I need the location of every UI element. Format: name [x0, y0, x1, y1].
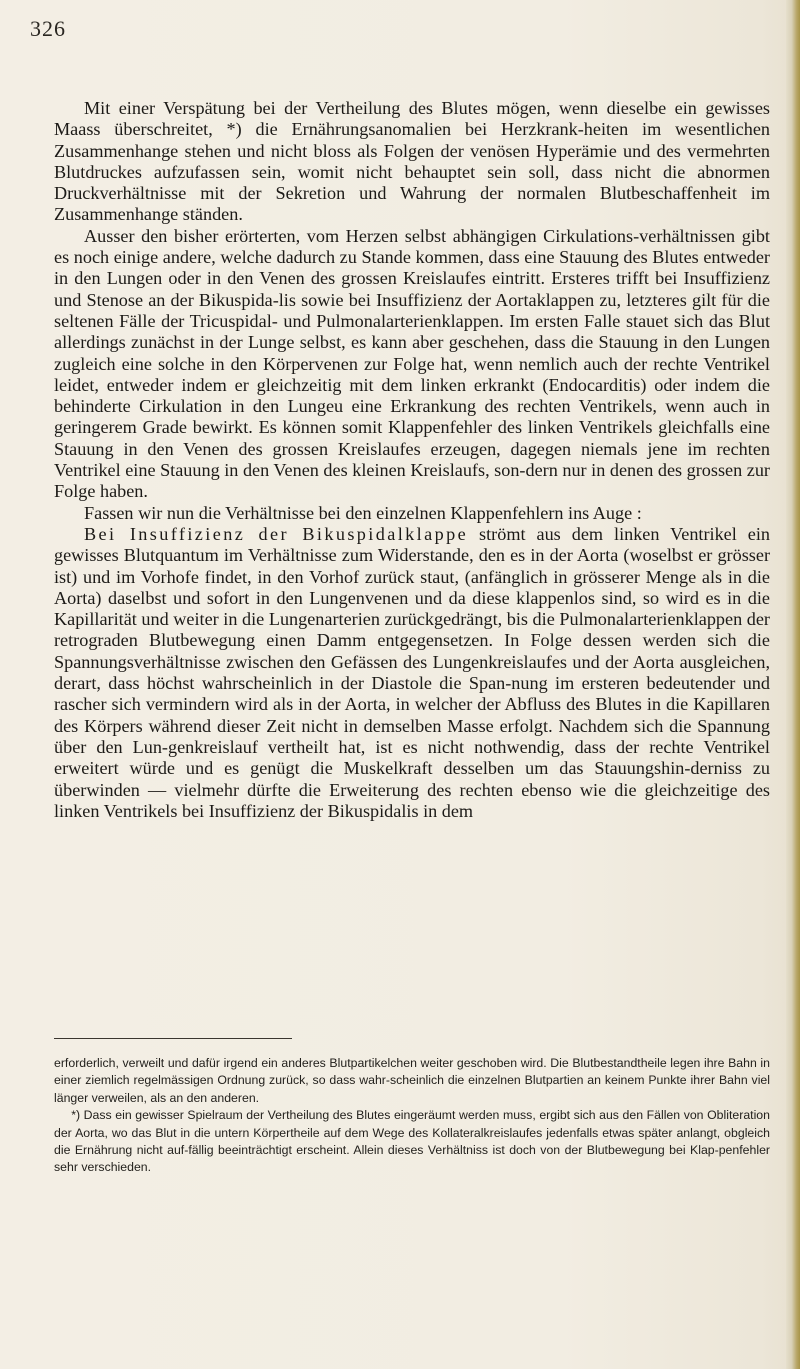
- footnotes: [54, 1055, 770, 1177]
- spaced-heading: Bei Insuffizienz der Bikuspidalklappe: [84, 523, 469, 544]
- page-edge: [786, 0, 800, 1369]
- footnote-separator: [54, 1038, 292, 1039]
- paragraph: Ausser den bisher erörterten, vom Herzen selbst abhängigen Cirkulations-verhältnissen gibt es noch einige andere, welche dadurch zu Stande kommen, dass eine Stauung des Blutes entweder in den Lungen oder in den Venen des grossen Kreislaufes eintritt. Ersteres trifft bei Insuffizienz und Stenose an der Bikuspida-lis sowie bei Insuffizienz der Aortaklappen zu, letzteres gilt für die seltenen Fälle der Tricuspidal- und Pulmonalarterienklappen. Im ersten Falle stauet sich das Blut allerdings zunächst in der Lunge selbst, es kann aber geschehen, dass die Stauung in den Lungen zugleich eine solche in den Körpervenen zur Folge hat, wenn nemlich auch der rechte Ventrikel leidet, entweder indem er gleichzeitig mit dem linken erkrankt (Endocarditis) oder indem die behinderte Cirkulation in den Lungeu eine Erkrankung des rechten Ventrikels, wenn auch in geringerem Grade bewirkt. Es können somit Klappenfehler des linken Ventrikels gleichfalls eine Stauung in den Venen des grossen Kreislaufes erzeugen, dagegen niemals jene im rechten Ventrikel eine Stauung in den Venen des kleinen Kreislaufs, son-dern nur in denen des grossen zur Folge haben.: [54, 225, 770, 502]
- paragraph: Bei Insuffizienz der Bikuspidalklappe strömt aus dem linken Ventrikel ein gewisses Blutquantum im Verhältnisse zum Widerstande, den es in der Aorta (woselbst er grösser ist) und im Vorhofe findet, in den Vorhof zurück staut, (anfänglich in grösserer Menge als in die Aorta) daselbst und sofort in den Lungenvenen und da diese klappenlos sind, so wird es in die Kapillarität und weiter in die Lungenarterien zurückgedrängt, bis die Pulmonalarterienklappen der retrograden Blutbewegung einen Damm entgegensetzen. In Folge dessen werden sich die Spannungsverhältnisse zwischen den Gefässen des Lungenkreislaufes und der Aorta ausgleichen, derart, dass höchst wahrscheinlich in der Diastole die Span-nung im ersteren bedeutender und rascher sich vermindern wird als in der Aorta, in welcher der Abfluss des Blutes in die Kapillaren des Körpers während dieser Zeit nicht in demselben Masse erfolgt. Nachdem sich die Spannung über den Lun-genkreislauf vertheilt hat, ist es nicht nothwendig, dass der rechte Ventrikel erweitert würde und es genügt die Muskelkraft desselben um das Stauungshin-derniss zu überwinden — vielmehr dürfte die Erweiterung des rechten ebenso wie die gleichzeitige des linken Ventrikels bei Insuffizienz der Bikuspidalis in dem: [54, 523, 770, 821]
- paragraph: Fassen wir nun die Verhältnisse bei den einzelnen Klappenfehlern ins Auge :: [84, 502, 642, 523]
- page-number: 326: [30, 16, 66, 41]
- main-text: [54, 98, 770, 822]
- footnote-continuation: erforderlich, verweilt und dafür irgend ein anderes Blutpartikelchen weiter geschoben wird. Die Blutbestandtheile legen ihre Bahn in einer ziemlich regelmässigen Ordnung zurück, so dass wahr-scheinlich die einzelnen Blutpartien an keinem Punkte ihrer Bahn viel länger verweilen, als an den anderen.: [54, 1056, 770, 1105]
- paragraph: Mit einer Verspätung bei der Vertheilung des Blutes mögen, wenn dieselbe ein gewisses Maass überschreitet, *) die Ernährungsanomalien bei Herzkrank-heiten im wesentlichen Zusammenhange stehen und nicht bloss als Folgen der venösen Hyperämie und des vermehrten Blutdruckes aufzufassen sein, womit nicht behauptet sein soll, dass nicht die abnormen Druckverhältnisse mit der Sekretion und Wahrung der normalen Blutbeschaffenheit im Zusammenhange ständen.: [54, 98, 770, 225]
- footnote: *) Dass ein gewisser Spielraum der Vertheilung des Blutes eingeräumt werden muss, ergibt sich aus den Fällen von Obliteration der Aorta, wo das Blut in die untern Körpertheile auf dem Wege des Kollateralkreislaufes jedenfalls etwas später anlangt, obgleich die Ernährung nicht auf-fällig beeinträchtigt erscheint. Allein dieses Verhältniss ist doch von der Blutbewegung bei Klap-penfehler sehr verschieden.: [54, 1108, 770, 1175]
